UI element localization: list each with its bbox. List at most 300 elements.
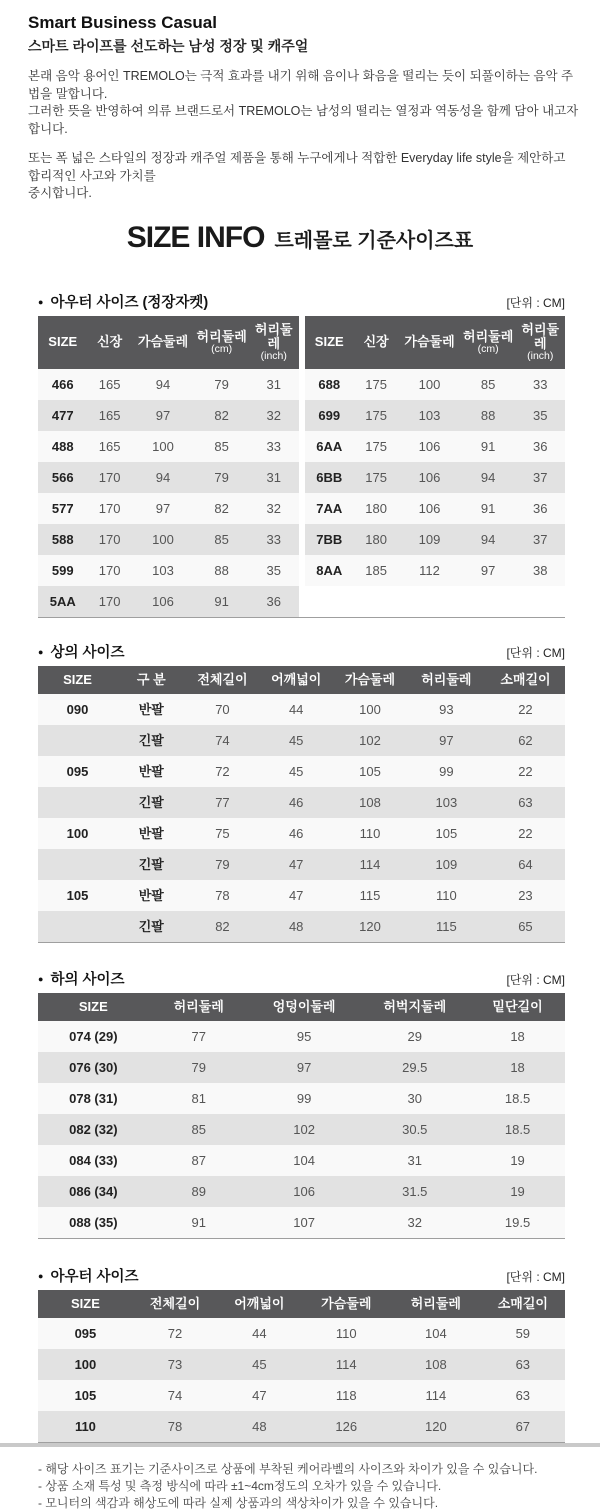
value-cell: 97 xyxy=(249,1052,360,1083)
size-cell: 긴팔 xyxy=(117,787,186,818)
value-cell: 110 xyxy=(301,1318,391,1349)
value-cell: 33 xyxy=(249,431,299,462)
text-line: 그러한 뜻을 반영하여 의류 브랜드로서 TREMOLO는 남성의 떨리는 열정과 역동성을 함께 담아 내고자 합니다. xyxy=(28,104,579,136)
column-header: SIZE xyxy=(38,666,117,694)
value-cell: 74 xyxy=(133,1380,217,1411)
value-cell: 108 xyxy=(333,787,407,818)
value-cell: 102 xyxy=(333,725,407,756)
value-cell: 93 xyxy=(407,694,486,725)
size-cell: 084 (33) xyxy=(38,1145,149,1176)
tops-size-table xyxy=(38,666,565,942)
value-cell: 73 xyxy=(133,1349,217,1380)
size-cell: 688 xyxy=(305,369,354,400)
value-cell: 120 xyxy=(391,1411,481,1442)
table-row xyxy=(38,1411,565,1442)
table-row xyxy=(305,369,566,400)
value-cell: 47 xyxy=(259,880,333,911)
outerwear-table-wrap xyxy=(38,1290,565,1443)
value-cell: 31 xyxy=(249,462,299,493)
value-cell: 37 xyxy=(515,524,565,555)
size-cell: 466 xyxy=(38,369,87,400)
column-header: 가슴둘레 xyxy=(398,316,461,369)
size-cell: 088 (35) xyxy=(38,1207,149,1238)
footer-notes xyxy=(38,1461,570,1512)
value-cell: 110 xyxy=(333,818,407,849)
size-cell: 488 xyxy=(38,431,87,462)
value-cell: 99 xyxy=(407,756,486,787)
section-title-text: 하의 사이즈 xyxy=(50,971,125,988)
unit-label: [단위 : CM] xyxy=(506,645,565,660)
value-cell: 19 xyxy=(470,1176,565,1207)
size-cell: 5AA xyxy=(38,586,87,617)
value-cell: 79 xyxy=(149,1052,249,1083)
size-cell: 599 xyxy=(38,555,87,586)
value-cell: 44 xyxy=(259,694,333,725)
size-cell: 076 (30) xyxy=(38,1052,149,1083)
size-cell: 반팔 xyxy=(117,880,186,911)
bottoms-size-table xyxy=(38,993,565,1238)
value-cell: 102 xyxy=(249,1114,360,1145)
table-row xyxy=(38,493,299,524)
value-cell: 79 xyxy=(186,849,260,880)
value-cell: 18.5 xyxy=(470,1114,565,1145)
value-cell: 89 xyxy=(149,1176,249,1207)
section-title-text: 아우터 사이즈 xyxy=(50,1268,139,1285)
value-cell: 63 xyxy=(486,787,565,818)
size-cell xyxy=(38,849,117,880)
value-cell: 70 xyxy=(186,694,260,725)
bullet-icon: ● xyxy=(38,646,44,657)
value-cell: 47 xyxy=(259,849,333,880)
column-header: 허리둘레 xyxy=(391,1290,481,1318)
value-cell: 109 xyxy=(407,849,486,880)
value-cell: 106 xyxy=(132,586,195,617)
table-row xyxy=(38,849,565,880)
column-header: 신장 xyxy=(354,316,398,369)
value-cell: 18 xyxy=(470,1052,565,1083)
value-cell: 88 xyxy=(194,555,249,586)
section-title xyxy=(38,1266,139,1287)
section-outerwear xyxy=(38,1266,565,1443)
value-cell: 106 xyxy=(398,431,461,462)
table-row xyxy=(38,1349,565,1380)
size-cell: 086 (34) xyxy=(38,1176,149,1207)
value-cell: 31 xyxy=(359,1145,470,1176)
table-row xyxy=(38,725,565,756)
value-cell: 94 xyxy=(132,369,195,400)
text-line: - 상품 소재 특성 및 측정 방식에 따라 ±1~4cm정도의 오차가 있을 수 있습니다. xyxy=(38,1478,442,1493)
outerwear-size-table xyxy=(38,1290,565,1442)
column-header: 엉덩이둘레 xyxy=(249,993,360,1021)
size-cell: 100 xyxy=(38,1349,133,1380)
value-cell: 97 xyxy=(461,555,516,586)
value-cell: 46 xyxy=(259,818,333,849)
value-cell: 32 xyxy=(359,1207,470,1238)
value-cell: 175 xyxy=(354,462,398,493)
value-cell: 104 xyxy=(391,1318,481,1349)
value-cell: 45 xyxy=(217,1349,301,1380)
column-header: SIZE xyxy=(305,316,354,369)
value-cell: 165 xyxy=(87,431,131,462)
table-row xyxy=(38,818,565,849)
value-cell: 18.5 xyxy=(470,1083,565,1114)
table-row xyxy=(38,462,299,493)
value-cell: 36 xyxy=(515,431,565,462)
value-cell: 30 xyxy=(359,1083,470,1114)
tops-table-wrap xyxy=(38,666,565,943)
value-cell: 77 xyxy=(149,1021,249,1052)
value-cell: 91 xyxy=(149,1207,249,1238)
value-cell: 32 xyxy=(249,400,299,431)
outer-jacket-size-table-right xyxy=(305,316,566,586)
value-cell: 99 xyxy=(249,1083,360,1114)
brand-subtitle: 스마트 라이프를 선도하는 남성 정장 및 캐주얼 xyxy=(28,38,309,54)
table-row xyxy=(38,1052,565,1083)
value-cell: 81 xyxy=(149,1083,249,1114)
section-title-text: 아우터 사이즈 (정장자켓) xyxy=(50,294,209,311)
value-cell: 79 xyxy=(194,369,249,400)
value-cell: 106 xyxy=(249,1176,360,1207)
size-cell: 7BB xyxy=(305,524,354,555)
table-row xyxy=(305,400,566,431)
size-cell: 699 xyxy=(305,400,354,431)
value-cell: 120 xyxy=(333,911,407,942)
brand-title: Smart Business Casual xyxy=(28,13,217,32)
value-cell: 75 xyxy=(186,818,260,849)
value-cell: 175 xyxy=(354,431,398,462)
value-cell: 31 xyxy=(249,369,299,400)
column-header: 가슴둘레 xyxy=(333,666,407,694)
value-cell: 170 xyxy=(87,524,131,555)
value-cell: 97 xyxy=(407,725,486,756)
size-cell: 095 xyxy=(38,1318,133,1349)
column-header-sub: (inch) xyxy=(527,349,554,362)
brand-intro-paragraph-2 xyxy=(28,150,580,203)
value-cell: 107 xyxy=(249,1207,360,1238)
section-header xyxy=(38,1266,565,1287)
value-cell: 91 xyxy=(461,493,516,524)
value-cell: 106 xyxy=(398,462,461,493)
value-cell: 78 xyxy=(133,1411,217,1442)
section-header xyxy=(38,642,565,663)
text-line: - 모니터의 색감과 해상도에 따라 실제 상품과의 색상차이가 있을 수 있습니다. xyxy=(38,1495,439,1510)
unit-label: [단위 : CM] xyxy=(506,972,565,987)
value-cell: 48 xyxy=(259,911,333,942)
column-header: 허리둘레 (cm) xyxy=(461,316,516,369)
table-row xyxy=(38,880,565,911)
column-header: 소매길이 xyxy=(486,666,565,694)
text-line: 또는 폭 넓은 스타일의 정장과 캐주얼 제품을 통해 누구에게나 적합한 Everyday life style을 제안하고 합리적인 사고와 가치를 xyxy=(28,151,566,183)
table-row xyxy=(305,524,566,555)
section-header xyxy=(38,969,565,990)
table-row xyxy=(38,1145,565,1176)
value-cell: 33 xyxy=(515,369,565,400)
size-cell: 긴팔 xyxy=(117,725,186,756)
value-cell: 105 xyxy=(333,756,407,787)
table-row xyxy=(38,1021,565,1052)
table-row xyxy=(305,555,566,586)
section-tops xyxy=(38,642,565,943)
value-cell: 91 xyxy=(461,431,516,462)
table-row xyxy=(38,1114,565,1145)
value-cell: 82 xyxy=(194,493,249,524)
column-header: 어깨넓이 xyxy=(259,666,333,694)
column-header: 허리둘레 xyxy=(407,666,486,694)
column-header: 허리둘레 (cm) xyxy=(194,316,249,369)
value-cell: 170 xyxy=(87,493,131,524)
value-cell: 45 xyxy=(259,756,333,787)
value-cell: 180 xyxy=(354,524,398,555)
column-header: 허리둘레 xyxy=(149,993,249,1021)
value-cell: 114 xyxy=(391,1380,481,1411)
value-cell: 170 xyxy=(87,586,131,617)
value-cell: 82 xyxy=(194,400,249,431)
table-row xyxy=(38,431,299,462)
value-cell: 72 xyxy=(186,756,260,787)
value-cell: 67 xyxy=(481,1411,565,1442)
value-cell: 165 xyxy=(87,369,131,400)
column-header: 허리둘레 (inch) xyxy=(515,316,565,369)
value-cell: 100 xyxy=(398,369,461,400)
value-cell: 45 xyxy=(259,725,333,756)
value-cell: 103 xyxy=(398,400,461,431)
table-row xyxy=(305,462,566,493)
column-header: 신장 xyxy=(87,316,131,369)
column-header-sub: (cm) xyxy=(211,342,233,355)
value-cell: 103 xyxy=(407,787,486,818)
bottom-divider xyxy=(0,1443,600,1447)
size-cell: 105 xyxy=(38,1380,133,1411)
table-row xyxy=(38,586,299,617)
value-cell: 175 xyxy=(354,400,398,431)
size-cell: 082 (32) xyxy=(38,1114,149,1145)
value-cell: 59 xyxy=(481,1318,565,1349)
value-cell: 109 xyxy=(398,524,461,555)
value-cell: 97 xyxy=(132,400,195,431)
value-cell: 114 xyxy=(301,1349,391,1380)
size-cell: 반팔 xyxy=(117,756,186,787)
size-cell: 588 xyxy=(38,524,87,555)
size-cell xyxy=(38,911,117,942)
size-info-title-en: SIZE INFO xyxy=(126,220,265,254)
table-row xyxy=(305,493,566,524)
value-cell: 38 xyxy=(515,555,565,586)
value-cell: 165 xyxy=(87,400,131,431)
table-row xyxy=(38,1083,565,1114)
value-cell: 115 xyxy=(407,911,486,942)
table-row xyxy=(38,787,565,818)
column-header-sub: (inch) xyxy=(260,349,287,362)
outer-jacket-tables xyxy=(38,316,565,618)
value-cell: 105 xyxy=(407,818,486,849)
size-cell: 반팔 xyxy=(117,818,186,849)
section-outer-jacket xyxy=(38,292,565,618)
table-header-row xyxy=(305,316,566,369)
value-cell: 100 xyxy=(132,524,195,555)
value-cell: 87 xyxy=(149,1145,249,1176)
unit-label: [단위 : CM] xyxy=(506,1269,565,1284)
column-header: 허리둘레 (inch) xyxy=(249,316,299,369)
value-cell: 63 xyxy=(481,1349,565,1380)
value-cell: 30.5 xyxy=(359,1114,470,1145)
table-row xyxy=(38,1176,565,1207)
size-cell: 078 (31) xyxy=(38,1083,149,1114)
column-header: SIZE xyxy=(38,316,87,369)
text-line: - 해당 사이즈 표기는 기준사이즈로 상품에 부착된 케어라벨의 사이즈와 차이가 있을 수 있습니다. xyxy=(38,1461,538,1476)
value-cell: 64 xyxy=(486,849,565,880)
value-cell: 82 xyxy=(186,911,260,942)
size-cell: 095 xyxy=(38,756,117,787)
value-cell: 47 xyxy=(217,1380,301,1411)
column-header: SIZE xyxy=(38,1290,133,1318)
column-header: 소매길이 xyxy=(481,1290,565,1318)
value-cell: 85 xyxy=(194,431,249,462)
brand-intro-paragraph-1 xyxy=(28,68,580,138)
value-cell: 19.5 xyxy=(470,1207,565,1238)
value-cell: 85 xyxy=(149,1114,249,1145)
size-cell: 8AA xyxy=(305,555,354,586)
value-cell: 22 xyxy=(486,756,565,787)
value-cell: 114 xyxy=(333,849,407,880)
value-cell: 85 xyxy=(194,524,249,555)
bullet-icon: ● xyxy=(38,1270,44,1281)
size-info-title xyxy=(0,221,600,255)
value-cell: 36 xyxy=(515,493,565,524)
outer-jacket-size-table-left xyxy=(38,316,299,617)
table-row xyxy=(38,911,565,942)
value-cell: 65 xyxy=(486,911,565,942)
section-title-text: 상의 사이즈 xyxy=(50,644,125,661)
value-cell: 31.5 xyxy=(359,1176,470,1207)
table-header-row xyxy=(38,666,565,694)
size-cell: 110 xyxy=(38,1411,133,1442)
value-cell: 91 xyxy=(194,586,249,617)
value-cell: 46 xyxy=(259,787,333,818)
brand-header xyxy=(0,0,600,203)
value-cell: 36 xyxy=(249,586,299,617)
table-header-row xyxy=(38,1290,565,1318)
value-cell: 185 xyxy=(354,555,398,586)
column-header: 가슴둘레 xyxy=(132,316,195,369)
value-cell: 100 xyxy=(333,694,407,725)
value-cell: 94 xyxy=(461,462,516,493)
column-header: 구 분 xyxy=(117,666,186,694)
text-line: 중시합니다. xyxy=(28,186,92,200)
value-cell: 175 xyxy=(354,369,398,400)
value-cell: 110 xyxy=(407,880,486,911)
size-cell: 100 xyxy=(38,818,117,849)
column-header: 어깨넓이 xyxy=(217,1290,301,1318)
value-cell: 37 xyxy=(515,462,565,493)
value-cell: 104 xyxy=(249,1145,360,1176)
column-header: 전체길이 xyxy=(133,1290,217,1318)
value-cell: 29 xyxy=(359,1021,470,1052)
value-cell: 62 xyxy=(486,725,565,756)
text-line: 본래 음악 용어인 TREMOLO는 극적 효과를 내기 위해 음이나 화음을 떨리는 듯이 되풀이하는 음악 주법을 말합니다. xyxy=(28,69,574,101)
value-cell: 180 xyxy=(354,493,398,524)
value-cell: 19 xyxy=(470,1145,565,1176)
value-cell: 22 xyxy=(486,694,565,725)
value-cell: 77 xyxy=(186,787,260,818)
value-cell: 94 xyxy=(461,524,516,555)
value-cell: 18 xyxy=(470,1021,565,1052)
size-cell: 477 xyxy=(38,400,87,431)
value-cell: 170 xyxy=(87,555,131,586)
size-cell: 7AA xyxy=(305,493,354,524)
table-row xyxy=(38,1318,565,1349)
value-cell: 100 xyxy=(132,431,195,462)
value-cell: 22 xyxy=(486,818,565,849)
value-cell: 29.5 xyxy=(359,1052,470,1083)
value-cell: 94 xyxy=(132,462,195,493)
size-cell: 105 xyxy=(38,880,117,911)
table-row xyxy=(38,369,299,400)
section-title xyxy=(38,292,208,313)
table-header-row xyxy=(38,316,299,369)
size-cell: 090 xyxy=(38,694,117,725)
column-header: 밑단길이 xyxy=(470,993,565,1021)
value-cell: 88 xyxy=(461,400,516,431)
value-cell: 85 xyxy=(461,369,516,400)
size-cell: 577 xyxy=(38,493,87,524)
column-header: 허벅지둘레 xyxy=(359,993,470,1021)
value-cell: 74 xyxy=(186,725,260,756)
value-cell: 48 xyxy=(217,1411,301,1442)
bullet-icon: ● xyxy=(38,296,44,307)
value-cell: 23 xyxy=(486,880,565,911)
bullet-icon: ● xyxy=(38,973,44,984)
value-cell: 79 xyxy=(194,462,249,493)
value-cell: 108 xyxy=(391,1349,481,1380)
value-cell: 32 xyxy=(249,493,299,524)
table-row xyxy=(38,400,299,431)
size-cell: 긴팔 xyxy=(117,911,186,942)
size-cell xyxy=(38,725,117,756)
value-cell: 97 xyxy=(132,493,195,524)
value-cell: 78 xyxy=(186,880,260,911)
table-row xyxy=(38,1207,565,1238)
column-header: 전체길이 xyxy=(186,666,260,694)
value-cell: 95 xyxy=(249,1021,360,1052)
column-header: SIZE xyxy=(38,993,149,1021)
value-cell: 170 xyxy=(87,462,131,493)
value-cell: 118 xyxy=(301,1380,391,1411)
value-cell: 33 xyxy=(249,524,299,555)
value-cell: 63 xyxy=(481,1380,565,1411)
size-cell xyxy=(38,787,117,818)
column-header: 가슴둘레 xyxy=(301,1290,391,1318)
bottoms-table-wrap xyxy=(38,993,565,1239)
section-title xyxy=(38,642,125,663)
table-row xyxy=(38,524,299,555)
section-bottoms xyxy=(38,969,565,1239)
value-cell: 106 xyxy=(398,493,461,524)
value-cell: 72 xyxy=(133,1318,217,1349)
section-title xyxy=(38,969,125,990)
size-cell: 6BB xyxy=(305,462,354,493)
value-cell: 103 xyxy=(132,555,195,586)
table-row xyxy=(38,756,565,787)
value-cell: 115 xyxy=(333,880,407,911)
value-cell: 35 xyxy=(249,555,299,586)
value-cell: 112 xyxy=(398,555,461,586)
unit-label: [단위 : CM] xyxy=(506,295,565,310)
table-header-row xyxy=(38,993,565,1021)
value-cell: 35 xyxy=(515,400,565,431)
value-cell: 44 xyxy=(217,1318,301,1349)
column-header-sub: (cm) xyxy=(477,342,499,355)
size-cell: 반팔 xyxy=(117,694,186,725)
